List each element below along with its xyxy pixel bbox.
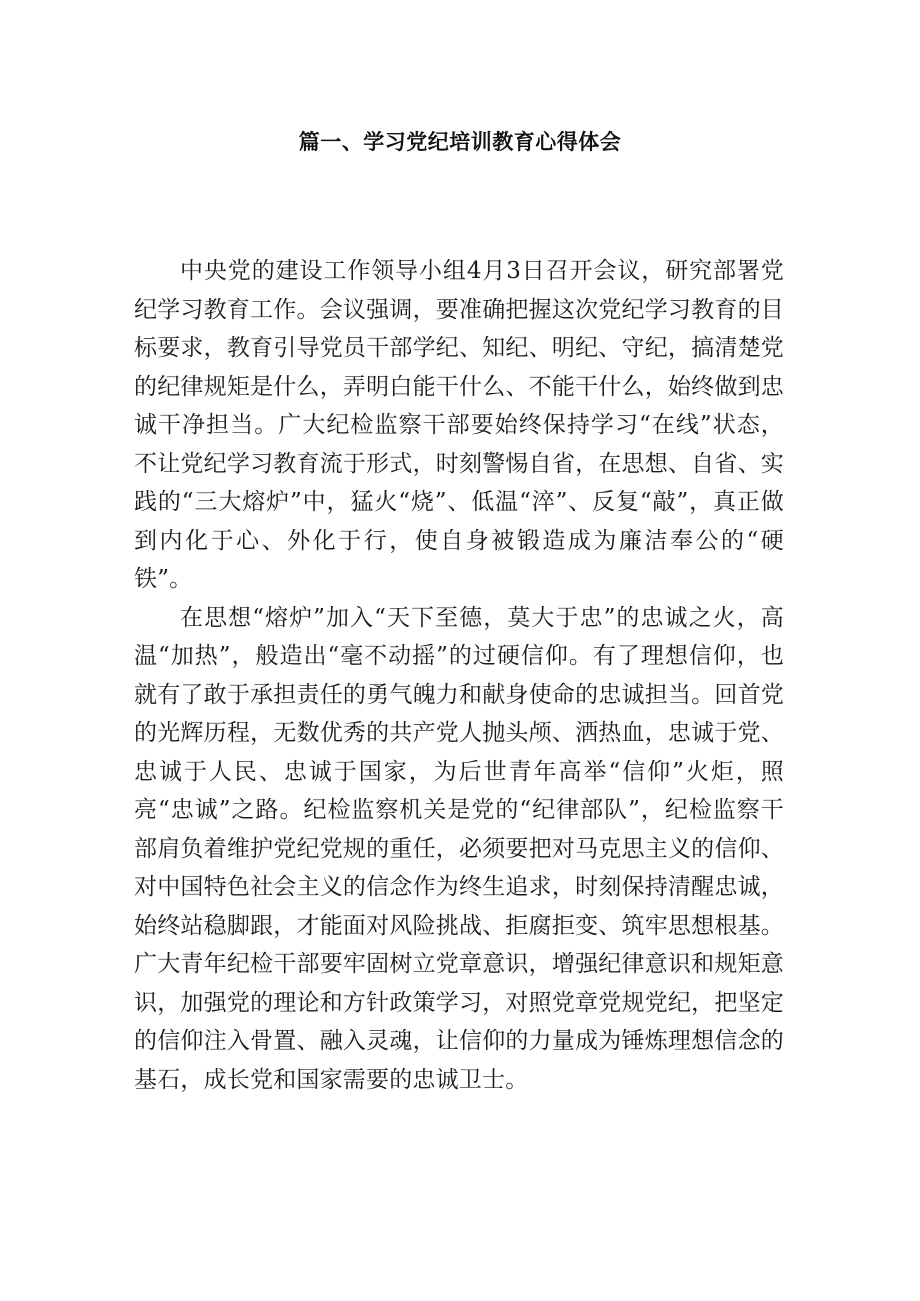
paragraph-1: 中央党的建设工作领导小组4月3日召开会议，研究部署党纪学习教育工作。会议强调，要准确把握这次党纪学习教育的目标要求，教育引导党员干部学纪、知纪、明纪、守纪，搞清楚党的纪律规矩是什么，弄明白能干什么、不能干什么，始终做到忠诚干净担当。广大纪检监察干部要始终保持学习“在线”状态，不让党纪学习教育流于形式，时刻警惕自省，在思想、自省、实践的“三大熔炉”中，猛火“烧”、低温“淬”、反复“敲”，真正做到内化于心、外化于行，使自身被锻造成为廉洁奉公的“硬铁”。	[134, 258, 784, 592]
document-title: 篇一、学习党纪培训教育心得体会	[298, 130, 622, 154]
paragraph-2: 在思想“熔炉”加入“天下至德，莫大于忠”的忠诚之火，高温“加热”，般造出“毫不动摇”的过硬信仰。有了理想信仰，也就有了敢于承担责任的勇气魄力和献身使命的忠诚担当。回首党的光辉历程，无数优秀的共产党人抛头颅、洒热血，忠诚于党、忠诚于人民、忠诚于国家，为后世青年高举“信仰”火炬，照亮“忠诚”之路。纪检监察机关是党的“纪律部队”，纪检监察干部肩负着维护党纪党规的重任，必须要把对马克思主义的信仰、对中国特色社会主义的信念作为终生追求，时刻保持清醒忠诚，始终站稳脚跟，才能面对风险挑战、拒腐拒变、筑牢思想根基。广大青年纪检干部要牢固树立党章意识，增强纪律意识和规矩意识，加强党的理论和方针政策学习，对照党章党规党纪，把坚定的信仰注入骨置、融入灵魂，让信仰的力量成为锤炼理想信念的基石，成长党和国家需要的忠诚卫士。	[134, 604, 784, 1093]
document-body	[134, 252, 784, 1099]
